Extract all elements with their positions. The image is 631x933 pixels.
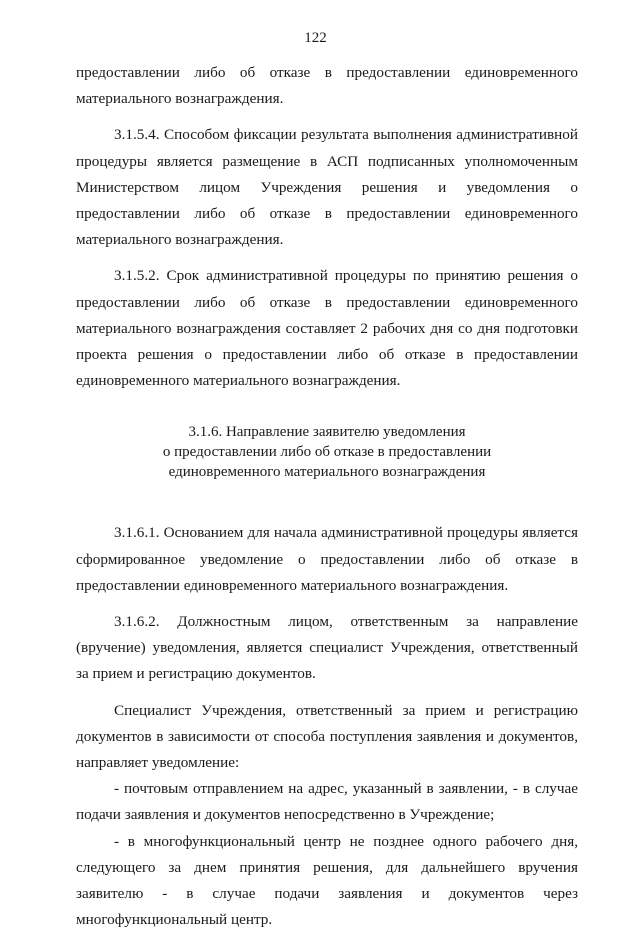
section-heading [76,422,578,482]
section-heading-line: единовременного материального вознаграждения [168,464,486,481]
section-heading-line: 3.1.6. Направление заявителю уведомления [188,424,466,441]
list-item: - в многофункциональный центр не позднее одного рабочего дня, следующего за днем принятия решения, для дальнейшего вручения заявителю - в случае подачи заявления и документов через многофункциональный центр. [76,832,578,929]
paragraph: Специалист Учреждения, ответственный за прием и регистрацию документов в зависимости от способа поступления заявления и документов, направляет уведомление: [76,701,578,772]
paragraph: 3.1.6.2. Должностным лицом, ответственным за направление (вручение) уведомления, является специалист Учреждения, ответственный за прием и регистрацию документов. [76,613,578,683]
paragraph: предоставлении либо об отказе в предоставлении единовременного материального вознаграждения. [76,64,578,108]
paragraph: 3.1.5.4. Способом фиксации результата выполнения административной процедуры является размещение в АСП подписанных уполномоченным Министерством лицом Учреждения решения и уведомления о предоставлении либо об отказе в предоставлении единовременного материального вознаграждения. [76,126,578,249]
list-item: - почтовым отправлением на адрес, указанный в заявлении, - в случае подачи заявления и документов непосредственно в Учреждение; [76,780,578,824]
page-number: 122 [304,30,327,46]
document-body [76,60,578,933]
paragraph: 3.1.5.2. Срок административной процедуры по принятию решения о предоставлении либо об отказе в предоставлении единовременного материального вознаграждения составляет 2 рабочих дня со дня подготовки проекта решения о предоставлении либо об отказе в предоставлении единовременного материального вознаграждения. [76,267,578,390]
section-heading-line: о предоставлении либо об отказе в предоставлении [162,444,492,461]
paragraph: 3.1.6.1. Основанием для начала административной процедуры является сформированное уведомление о предоставлении либо об отказе в предоставлении единовременного материального вознаграждения. [76,524,578,594]
